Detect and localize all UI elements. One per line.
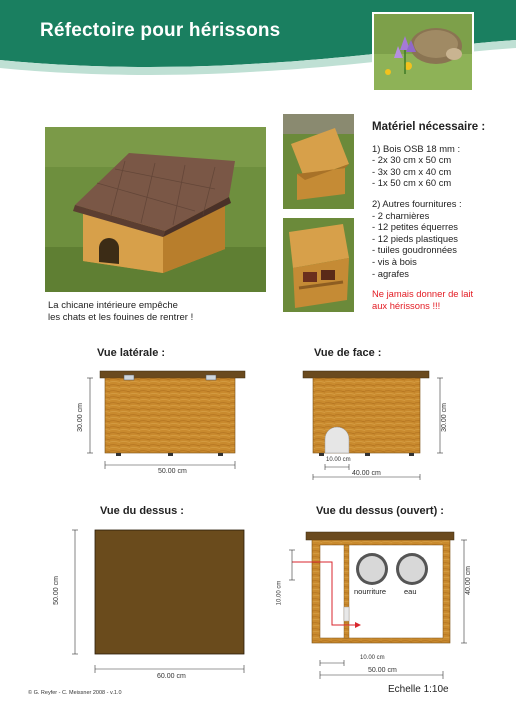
- group2-item: - tuiles goudronnées: [372, 244, 457, 256]
- main-photo-caption: [48, 300, 193, 324]
- materials-list: [372, 122, 512, 312]
- top-open-door-label: 10.00 cm: [276, 580, 283, 606]
- warning-line-2: aux hérissons !!!: [372, 300, 441, 312]
- side-view-title: Vue latérale :: [97, 347, 166, 359]
- top-view-drawing: [52, 525, 255, 690]
- front-view-title: Vue de face :: [314, 347, 382, 359]
- group1-item: - 1x 50 cm x 60 cm: [372, 177, 452, 189]
- side-height-label: 30.00 cm: [76, 403, 84, 432]
- front-height-label: 30.00 cm: [440, 403, 448, 432]
- group1-title: 1) Bois OSB 18 mm :: [372, 142, 461, 154]
- group2-item: - agrafes: [372, 267, 409, 279]
- top-width-label: 60.00 cm: [157, 673, 186, 680]
- top-open-view-drawing: [272, 525, 482, 685]
- side-width-label: 50.00 cm: [158, 468, 187, 475]
- front-view-drawing: [295, 365, 465, 485]
- milk-warning: [372, 288, 512, 312]
- warning-line-1: Ne jamais donner de lait: [372, 288, 474, 300]
- group2-title: 2) Autres fournitures :: [372, 197, 462, 209]
- feeding-station-photo: [45, 127, 266, 292]
- group2-item: - 2 charnières: [372, 209, 430, 221]
- water-bowl-label: eau: [404, 587, 417, 596]
- front-door-label: 10.00 cm: [326, 457, 351, 463]
- group1-item: - 2x 30 cm x 50 cm: [372, 154, 452, 166]
- group2-item: - 12 petites équerres: [372, 221, 458, 233]
- group2-item: - 12 pieds plastiques: [372, 232, 458, 244]
- group1-item: - 3x 30 cm x 40 cm: [372, 165, 452, 177]
- copyright-text: © G. Reyfer - C. Meissner 2008 - v.1.0: [28, 690, 122, 696]
- food-bowl-label: nourriture: [354, 587, 387, 596]
- page-title: Réfectoire pour hérissons: [40, 20, 281, 41]
- caption-line-2: les chats et les fouines de rentrer !: [48, 312, 194, 323]
- header-banner: [0, 0, 516, 84]
- top-open-height-label: 40.00 cm: [464, 566, 472, 595]
- top-open-view-title: Vue du dessus (ouvert) :: [316, 505, 444, 517]
- caption-line-1: La chicane intérieure empêche: [48, 300, 178, 311]
- top-height-label: 50.00 cm: [52, 576, 60, 605]
- top-open-inner-label: 10.00 cm: [360, 655, 385, 661]
- materials-heading: Matériel nécessaire :: [372, 121, 486, 133]
- side-view-drawing: [80, 365, 260, 480]
- inside-chicane-photo: [283, 218, 354, 312]
- top-open-width-label: 50.00 cm: [368, 667, 397, 674]
- top-view-title: Vue du dessus :: [100, 505, 184, 517]
- scale-label: Echelle 1:10e: [388, 684, 449, 695]
- group2-item: - vis à bois: [372, 255, 417, 267]
- front-width-label: 40.00 cm: [352, 470, 381, 477]
- open-lid-photo: [283, 114, 354, 209]
- hedgehog-with-crocus-photo: [372, 12, 474, 92]
